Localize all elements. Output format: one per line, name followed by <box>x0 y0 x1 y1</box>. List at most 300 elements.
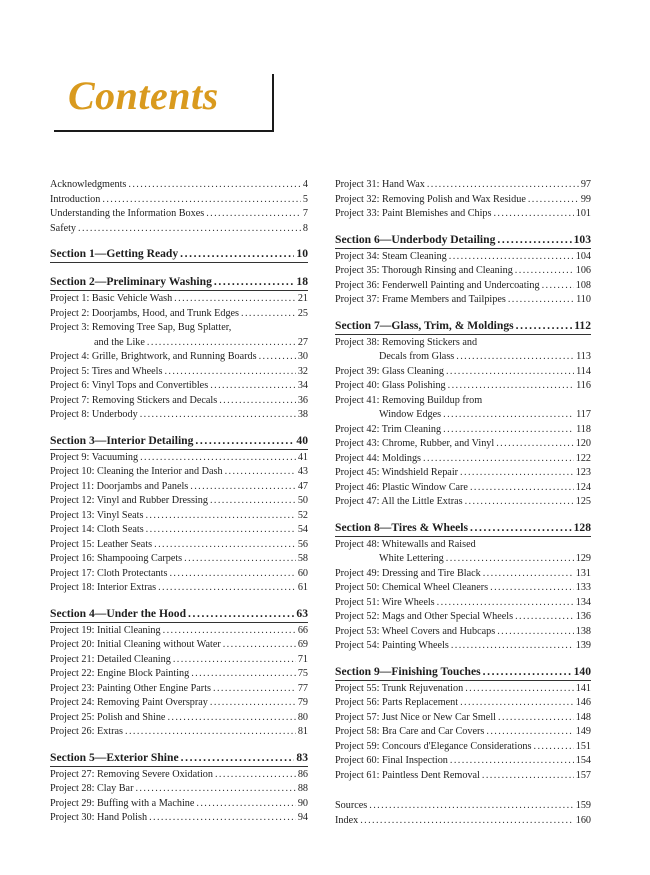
dot-leader <box>497 232 571 247</box>
dot-leader <box>173 653 296 668</box>
page-number: 129 <box>575 553 591 564</box>
toc-entry[interactable] <box>50 292 308 307</box>
dot-leader <box>223 638 296 653</box>
toc-entry-title: Project 12: Vinyl and Rubber Dressing <box>50 495 208 506</box>
section-title: Section 3—Interior Detailing <box>50 433 194 447</box>
section-heading-5[interactable] <box>50 750 308 767</box>
toc-entry[interactable] <box>50 696 308 711</box>
section-3-list <box>50 451 308 596</box>
toc-entry-title: Project 28: Clay Bar <box>50 783 134 794</box>
dot-leader <box>190 480 296 495</box>
section-heading-4[interactable] <box>50 606 308 623</box>
dot-leader <box>140 451 296 466</box>
section-heading-9[interactable] <box>335 664 591 681</box>
page-number: 140 <box>573 664 591 678</box>
front-matter-list <box>50 178 308 236</box>
page-number: 41 <box>297 451 308 463</box>
toc-entry[interactable] <box>50 509 308 524</box>
toc-entry[interactable] <box>50 711 308 726</box>
toc-entry[interactable] <box>335 567 591 582</box>
toc-entry[interactable] <box>50 552 308 567</box>
toc-entry-title: Project 20: Initial Cleaning without Water <box>50 639 221 650</box>
toc-entry[interactable] <box>335 350 591 365</box>
dot-leader <box>125 725 296 740</box>
dot-leader <box>206 207 301 222</box>
toc-entry-title: Project 31: Hand Wax <box>335 179 425 190</box>
dot-leader <box>128 178 301 193</box>
dot-leader <box>158 581 296 596</box>
section-title: Section 5—Exterior Shine <box>50 750 179 764</box>
page-number: 50 <box>297 495 308 506</box>
page-number: 75 <box>297 668 308 679</box>
toc-entry[interactable] <box>335 581 591 596</box>
toc-entry[interactable] <box>335 769 591 784</box>
dot-leader <box>195 433 294 448</box>
toc-entry-title: Project 45: Windshield Repair <box>335 467 459 478</box>
toc-entry-title: Safety <box>50 222 77 234</box>
dot-leader <box>423 452 574 467</box>
page-number: 151 <box>575 740 591 752</box>
toc-entry-title: Project 46: Plastic Window Care <box>335 481 468 493</box>
section-2-list <box>50 292 308 423</box>
section-6-list <box>335 250 591 308</box>
page-number: 138 <box>575 625 591 637</box>
toc-entry-title: Project 56: Parts Replacement <box>335 697 459 708</box>
page-number: 8 <box>302 222 308 234</box>
dot-leader <box>460 696 574 711</box>
toc-entry-title: Project 23: Painting Other Engine Parts <box>50 682 211 694</box>
toc-entry[interactable] <box>335 293 591 308</box>
toc-entry-title: Project 8: Underbody <box>50 409 138 420</box>
toc-entry[interactable] <box>50 538 308 553</box>
toc-entry[interactable] <box>335 365 591 380</box>
page-number: 139 <box>575 640 591 651</box>
page-number: 106 <box>575 265 591 276</box>
page-number: 116 <box>576 380 591 391</box>
page-number: 71 <box>297 653 308 665</box>
dot-leader <box>146 523 296 538</box>
dot-leader <box>210 379 296 394</box>
page-number: 133 <box>575 582 591 593</box>
toc-entry[interactable] <box>50 379 308 394</box>
page-number: 21 <box>297 293 308 304</box>
toc-entry-title: Project 51: Wire Wheels <box>335 596 435 608</box>
dot-leader <box>140 408 296 423</box>
toc-entry-title: Project 25: Polish and Shine <box>50 711 166 723</box>
toc-entry-title: Project 14: Cloth Seats <box>50 524 144 535</box>
section-8-list <box>335 538 591 654</box>
page-number: 113 <box>576 351 591 362</box>
page-number: 88 <box>297 783 308 794</box>
toc-entry-title: Project 47: All the Little Extras <box>335 496 463 507</box>
page-number: 61 <box>297 582 308 593</box>
toc-entry[interactable] <box>50 624 308 639</box>
dot-leader <box>515 264 574 279</box>
page-number: 128 <box>573 520 591 534</box>
toc-entry[interactable] <box>50 797 308 812</box>
toc-entry[interactable] <box>50 465 308 480</box>
page-number: 122 <box>575 452 591 464</box>
dot-leader <box>446 552 574 567</box>
page-number: 108 <box>575 279 591 291</box>
toc-entry-title-continued: White Lettering <box>379 553 444 564</box>
toc-entry-title: Project 44: Moldings <box>335 452 422 464</box>
toc-entry[interactable] <box>50 480 308 495</box>
dot-leader <box>465 682 574 697</box>
dot-leader <box>516 318 573 333</box>
toc-entry[interactable] <box>50 178 308 193</box>
dot-leader <box>215 768 296 783</box>
page-number: 141 <box>575 682 591 694</box>
toc-entry-title: Project 29: Buffing with a Machine <box>50 797 195 809</box>
page-number: 80 <box>297 711 308 723</box>
dot-leader <box>482 769 574 784</box>
page-number: 104 <box>575 250 591 262</box>
dot-leader <box>163 624 296 639</box>
toc-entry-title: Project 27: Removing Severe Oxidation <box>50 768 213 780</box>
toc-entry-title[interactable]: Project 38: Removing Stickers and <box>335 336 478 348</box>
page-number: 157 <box>575 769 591 781</box>
dot-leader <box>167 711 295 726</box>
toc-entry[interactable] <box>50 567 308 582</box>
dot-leader <box>456 350 574 365</box>
section-heading-3[interactable] <box>50 433 308 450</box>
toc-entry-title-continued: and the Like <box>94 336 145 348</box>
dot-leader <box>443 408 574 423</box>
toc-entry-title: Project 2: Doorjambs, Hood, and Trunk Edges <box>50 307 240 319</box>
page-number: 149 <box>575 726 591 737</box>
toc-entry-title: Project 55: Trunk Rejuvenation <box>335 682 464 694</box>
toc-entry[interactable] <box>335 207 591 222</box>
dot-leader <box>213 682 296 697</box>
page-number: 103 <box>573 232 591 246</box>
toc-entry-title: Project 18: Interior Extras <box>50 582 157 593</box>
page-number: 90 <box>297 797 308 809</box>
page-number: 47 <box>297 480 308 492</box>
section-title: Section 6—Underbody Detailing <box>335 232 496 246</box>
page-number: 52 <box>297 509 308 521</box>
page-number: 56 <box>297 538 308 550</box>
dot-leader <box>188 606 294 621</box>
toc-entry-title: Project 4: Grille, Brightwork, and Running Boards <box>50 351 257 362</box>
page-number: 110 <box>576 294 591 305</box>
dot-leader <box>443 423 574 438</box>
toc-entry[interactable] <box>50 581 308 596</box>
toc-entry[interactable] <box>50 782 308 797</box>
toc-entry[interactable] <box>335 466 591 481</box>
page-number: 40 <box>296 433 308 447</box>
toc-entry-title: Sources <box>335 800 368 811</box>
dot-leader <box>360 814 574 829</box>
page-number: 34 <box>297 380 308 391</box>
page-number: 97 <box>580 179 591 190</box>
toc-entry-title: Project 24: Removing Paint Overspray <box>50 697 208 708</box>
section-9-list <box>335 682 591 784</box>
toc-entry-title: Project 22: Engine Block Painting <box>50 668 190 679</box>
dot-leader <box>259 350 296 365</box>
section-4-list <box>50 624 308 740</box>
toc-entry[interactable] <box>50 350 308 365</box>
toc-entry[interactable] <box>50 394 308 409</box>
dot-leader <box>528 193 579 208</box>
dot-leader <box>446 365 574 380</box>
toc-entry[interactable] <box>50 451 308 466</box>
dot-leader <box>219 394 296 409</box>
toc-entry-title: Project 16: Shampooing Carpets <box>50 553 183 564</box>
page-number: 134 <box>575 596 591 608</box>
dot-leader <box>184 552 296 567</box>
toc-entry[interactable] <box>335 740 591 755</box>
dot-leader <box>498 711 574 726</box>
toc-entry[interactable] <box>335 437 591 452</box>
dot-leader <box>496 437 573 452</box>
toc-entry-title: Understanding the Information Boxes <box>50 208 205 219</box>
dot-leader <box>210 494 296 509</box>
toc-entry[interactable] <box>50 336 308 351</box>
toc-entry[interactable] <box>50 193 308 208</box>
toc-entry-title: Project 42: Trim Cleaning <box>335 423 442 435</box>
toc-entry[interactable] <box>335 799 591 814</box>
dot-leader <box>437 596 574 611</box>
toc-entry-title: Project 39: Glass Cleaning <box>335 365 444 377</box>
dot-leader <box>508 293 574 308</box>
toc-entry-title: Project 10: Cleaning the Interior and Dash <box>50 466 223 477</box>
dot-leader <box>515 610 574 625</box>
toc-entry-title: Project 9: Vacuuming <box>50 451 139 463</box>
toc-entry-title: Project 59: Concours d'Elegance Considerations <box>335 740 532 752</box>
page-number: 114 <box>576 365 591 377</box>
toc-entry-title: Project 60: Final Inspection <box>335 755 448 766</box>
page-number: 101 <box>575 208 591 219</box>
dot-leader <box>534 740 574 755</box>
page-number: 117 <box>576 409 591 420</box>
dot-leader <box>164 365 295 380</box>
section-title: Section 2—Preliminary Washing <box>50 275 212 288</box>
toc-entry-title: Project 37: Frame Members and Tailpipes <box>335 294 506 305</box>
toc-entry[interactable] <box>50 653 308 668</box>
dot-leader <box>542 279 574 294</box>
dot-leader <box>427 178 579 193</box>
dot-leader <box>497 625 573 640</box>
toc-entry[interactable] <box>335 495 591 510</box>
toc-entry-title: Project 34: Steam Cleaning <box>335 250 447 262</box>
dot-leader <box>154 538 296 553</box>
toc-column-left <box>50 178 308 826</box>
toc-entry-title: Project 43: Chrome, Rubber, and Vinyl <box>335 438 495 449</box>
page-number: 30 <box>297 351 308 362</box>
toc-entry-title: Project 32: Removing Polish and Wax Residue <box>335 193 526 205</box>
dot-leader <box>225 465 296 480</box>
section-7-list <box>335 336 591 510</box>
toc-entry[interactable] <box>50 365 308 380</box>
toc-entry[interactable] <box>335 682 591 697</box>
dot-leader <box>149 811 296 826</box>
page-number: 86 <box>297 768 308 780</box>
toc-entry[interactable] <box>335 423 591 438</box>
toc-entry[interactable] <box>335 250 591 265</box>
toc-entry[interactable] <box>50 207 308 222</box>
toc-entry[interactable] <box>335 193 591 208</box>
back-matter-list <box>335 799 591 828</box>
dot-leader <box>174 292 296 307</box>
dot-leader <box>483 664 572 679</box>
page-number: 125 <box>575 496 591 507</box>
dot-leader <box>196 797 295 812</box>
page-number: 36 <box>297 394 308 406</box>
dot-leader <box>214 274 295 289</box>
section-heading-7[interactable] <box>335 318 591 335</box>
toc-entry-title-continued: Window Edges <box>379 409 442 420</box>
toc-entry[interactable] <box>335 625 591 640</box>
dot-leader <box>369 799 573 814</box>
page-number: 124 <box>575 481 591 493</box>
toc-entry[interactable] <box>335 639 591 654</box>
toc-entry-title[interactable]: Project 48: Whitewalls and Raised <box>335 538 476 550</box>
section-5-continued-list <box>335 178 591 222</box>
toc-entry[interactable] <box>335 452 591 467</box>
dot-leader <box>169 567 295 582</box>
page-number: 27 <box>297 336 308 348</box>
page-number: 5 <box>302 193 308 205</box>
dot-leader <box>102 193 301 208</box>
page-number: 94 <box>297 812 308 823</box>
dot-leader <box>145 509 295 524</box>
section-title: Section 4—Under the Hood <box>50 606 187 620</box>
toc-entry-title: Project 11: Doorjambs and Panels <box>50 480 189 492</box>
toc-entry[interactable] <box>335 610 591 625</box>
dot-leader <box>191 667 296 682</box>
page-number: 79 <box>297 697 308 708</box>
page-number: 69 <box>297 639 308 650</box>
toc-entry[interactable] <box>335 408 591 423</box>
page-number: 112 <box>574 318 591 332</box>
page-number: 77 <box>297 682 308 694</box>
toc-entry[interactable] <box>50 725 308 740</box>
toc-entry[interactable] <box>335 552 591 567</box>
toc-entry[interactable] <box>335 178 591 193</box>
toc-entry[interactable] <box>335 264 591 279</box>
section-heading-1[interactable] <box>50 246 308 263</box>
toc-entry-title: Project 35: Thorough Rinsing and Cleaning <box>335 265 513 276</box>
page-number: 4 <box>302 179 308 190</box>
toc-entry-title: Project 61: Paintless Dent Removal <box>335 769 480 781</box>
toc-entry[interactable] <box>50 768 308 783</box>
toc-entry[interactable] <box>335 379 591 394</box>
toc-entry[interactable] <box>50 307 308 322</box>
dot-leader <box>486 725 573 740</box>
toc-entry-title: Project 49: Dressing and Tire Black <box>335 567 481 579</box>
page-number: 83 <box>296 750 308 764</box>
toc-entry-title: Project 19: Initial Cleaning <box>50 624 161 636</box>
toc-entry-title: Acknowledgments <box>50 179 127 190</box>
toc-entry[interactable] <box>335 279 591 294</box>
dot-leader <box>135 782 295 797</box>
toc-entry-title: Project 57: Just Nice or New Car Smell <box>335 711 496 723</box>
section-heading-2[interactable] <box>50 274 308 291</box>
toc-entry-title: Project 30: Hand Polish <box>50 812 148 823</box>
toc-entry[interactable] <box>335 754 591 769</box>
toc-entry[interactable] <box>335 596 591 611</box>
dot-leader <box>465 495 574 510</box>
toc-entry[interactable] <box>50 494 308 509</box>
dot-leader <box>490 581 574 596</box>
toc-entry-title: Project 33: Paint Blemishes and Chips <box>335 208 492 219</box>
page-number: 43 <box>297 466 308 477</box>
page-number: 160 <box>575 814 591 826</box>
page-number: 159 <box>575 800 591 811</box>
page-number: 154 <box>575 755 591 766</box>
page-number: 131 <box>575 567 591 579</box>
page-number: 54 <box>297 524 308 535</box>
page-title: Contents <box>68 73 219 118</box>
dot-leader <box>448 379 574 394</box>
toc-column-right <box>335 178 591 828</box>
toc-entry-title: Project 54: Painting Wheels <box>335 640 449 651</box>
toc-entry-title: Project 26: Extras <box>50 726 123 737</box>
toc-entry-title: Project 13: Vinyl Seats <box>50 509 144 521</box>
toc-entry[interactable] <box>335 711 591 726</box>
page-number: 146 <box>575 697 591 708</box>
toc-entry-title[interactable]: Project 3: Removing Tree Sap, Bug Splatter, <box>50 322 232 333</box>
page-number: 66 <box>297 624 308 636</box>
toc-entry-title: Project 53: Wheel Covers and Hubcaps <box>335 625 496 637</box>
dot-leader <box>147 336 296 351</box>
section-title: Section 9—Finishing Touches <box>335 664 481 678</box>
toc-entry-title: Project 52: Mags and Other Special Wheels <box>335 611 514 622</box>
toc-entry[interactable] <box>50 638 308 653</box>
section-title: Section 8—Tires & Wheels <box>335 520 469 534</box>
page-number: 99 <box>580 193 591 205</box>
toc-entry-title: Project 21: Detailed Cleaning <box>50 653 171 665</box>
dot-leader <box>451 639 574 654</box>
page-number: 18 <box>296 275 308 288</box>
toc-entry[interactable] <box>50 408 308 423</box>
toc-entry[interactable] <box>50 667 308 682</box>
toc-entry-title: Project 1: Basic Vehicle Wash <box>50 293 173 304</box>
toc-entry[interactable] <box>50 222 308 237</box>
toc-entry-title: Project 15: Leather Seats <box>50 538 153 550</box>
dot-leader <box>180 246 294 261</box>
dot-leader <box>450 754 574 769</box>
dot-leader <box>470 520 572 535</box>
page-number: 38 <box>297 409 308 420</box>
section-title: Section 7—Glass, Trim, & Moldings <box>335 318 514 332</box>
toc-entry[interactable] <box>335 814 591 829</box>
toc-entry[interactable] <box>50 811 308 826</box>
toc-entry-title: Project 36: Fenderwell Painting and Undercoating <box>335 279 540 291</box>
toc-entry[interactable] <box>335 696 591 711</box>
page-number: 63 <box>296 606 308 620</box>
section-5-list <box>50 768 308 826</box>
page-number: 148 <box>575 711 591 723</box>
toc-entry-title[interactable]: Project 41: Removing Buildup from <box>335 394 483 406</box>
toc-entry[interactable] <box>335 481 591 496</box>
toc-entry-title: Project 5: Tires and Wheels <box>50 365 163 377</box>
toc-entry-title: Project 6: Vinyl Tops and Convertibles <box>50 380 209 391</box>
section-heading-8[interactable] <box>335 520 591 537</box>
toc-entry[interactable] <box>50 523 308 538</box>
toc-entry[interactable] <box>50 682 308 697</box>
dot-leader <box>210 696 296 711</box>
dot-leader <box>460 466 574 481</box>
toc-entry[interactable] <box>335 725 591 740</box>
toc-entry-title: Project 50: Chemical Wheel Cleaners <box>335 582 489 593</box>
section-heading-6[interactable] <box>335 232 591 249</box>
page-number: 118 <box>576 423 591 435</box>
dot-leader <box>181 750 295 765</box>
page-number: 60 <box>297 567 308 579</box>
dot-leader <box>78 222 301 237</box>
